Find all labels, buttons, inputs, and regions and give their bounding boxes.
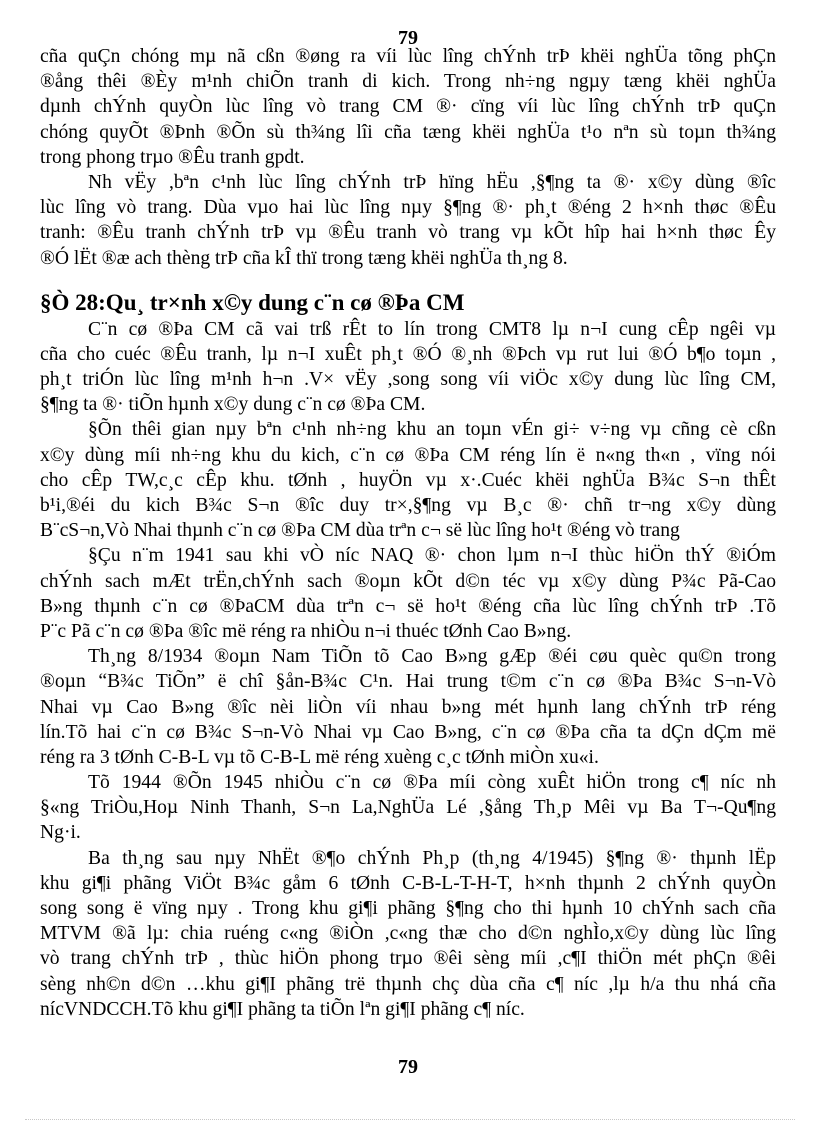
paragraph (40, 644, 776, 770)
document-body (40, 44, 776, 1022)
text-line: ph¸t triÓn lùc lîng m¹nh h¬n .V× vËy ,song song víi viÖc x©y dung lùc lîng CM, (40, 369, 776, 391)
text-line: sèng nh©n d©n …khu gi¶I phãng trë thµnh chç dùa cña c¶ níc ,lµ h/a thu nhá cña (40, 973, 776, 995)
paragraph (40, 770, 776, 846)
text-line: dµnh chÝnh quyÒn lùc lîng vò trang CM ®· cïng víi lùc lîng chÝnh trÞ quÇn (40, 96, 776, 118)
text-line: §¶ng ta ®· tiÕn hµnh x©y dung c¨n cø ®Þa CM. (40, 394, 426, 416)
text-line: chÝnh sach mÆt trËn,chÝnh sach ®oµn kÕt d©n téc vµ x©y dùng P¾c Pã-Cao (40, 570, 776, 592)
text-line: x©y dùng míi nh÷ng khu du kich, c¨n cø ®Þa CM réng lín ë n«ng th«n , vïng nói (40, 444, 776, 466)
text-line: Tõ 1944 ®Õn 1945 nhiÒu c¨n cø ®Þa míi còng xuÊt hiÖn trong c¶ níc nh (88, 772, 776, 794)
text-line: b¹i,®éi du kich B¾c S¬n ®îc duy tr×,§¶ng vµ B¸c ®· chñ tr¬ng x©y dùng (40, 495, 776, 516)
text-line: cho cÊp TW,c¸c cÊp khu. tØnh , huyÖn vµ x·.Cuéc khëi nghÜa B¾c S¬n thÊt (40, 469, 776, 491)
text-line: vò trang chÝnh trÞ , thùc hiÖn phong trµo ®êi sèng míi ,c¶I thiÖn mét phÇn ®êi (40, 948, 776, 970)
page-number-top: 79 (398, 27, 418, 49)
paragraph (40, 417, 776, 543)
section-heading: §Ò 28:Qu¸ tr×nh x©y dung c¨n cø ®Þa CM (40, 289, 465, 315)
text-line: C¨n cø ®Þa CM cã vai trß rÊt to lín trong CMT8 lµ n¬I cung cÊp ngêi vµ (88, 318, 776, 340)
paragraph (40, 846, 776, 1022)
text-line: Ng·i. (40, 822, 81, 844)
text-line: ®ång thêi ®Èy m¹nh chiÕn tranh di kich. Trong nh÷ng ngµy tæng khëi nghÜa (40, 71, 776, 93)
text-line: MTVM ®ã lµ: chia ruéng c«ng ®iÒn ,c«ng thæ cho d©n nghÌo,x©y dùng lùc lîng (40, 923, 776, 945)
text-line: §Õn thêi gian nµy bªn c¹nh nh÷ng khu an toµn vÉn gi÷ v÷ng vµ cñng cè cßn (88, 419, 776, 441)
text-line: cña cho cuéc ®Êu tranh, lµ n¬I xuÊt ph¸t ®Ó ®¸nh ®Þch vµ rut lui ®Ó b¶o toµn , (40, 343, 776, 365)
text-line: B»ng thµnh c¨n cø ®ÞaCM dùa trªn c¬ së ho¹t ®éng cña lùc lîng chÝnh trÞ .Tõ (40, 595, 776, 617)
paragraph (40, 170, 776, 271)
text-line: trong phong trµo ®Êu tranh gpdt. (40, 146, 305, 168)
text-line: song song ë vïng nµy . Trong khu gi¶i phãng §¶ng cho thi hµnh 10 chÝnh sach cña (40, 898, 776, 919)
text-line: Ba th¸ng sau nµy NhËt ®¶o chÝnh Ph¸p (th¸ng 4/1945) §¶ng ®· thµnh lËp (88, 847, 776, 869)
text-line: Th¸ng 8/1934 ®oµn Nam TiÕn tõ Cao B»ng gÆp ®éi cøu quèc qu©n trong (88, 646, 776, 668)
text-line: P¨c Pã c¨n cø ®Þa ®îc më réng ra nhiÒu n¬i thuéc tØnh Cao B»ng. (40, 620, 572, 642)
text-line: tranh: ®Êu tranh chÝnh trÞ vµ ®Êu tranh vò trang vµ kÕt hîp hai h×nh thøc Êy (40, 222, 776, 244)
text-line: §Çu n¨m 1941 sau khi vÒ níc NAQ ®· chon lµm n¬I thùc hiÖn thÝ ®iÓm (88, 545, 776, 567)
text-line: Nhai vµ Cao B»ng ®îc nèi liÒn víi nhau b»ng mét hµnh lang chÝnh trÞ réng (40, 696, 776, 718)
text-line: Nh vËy ,bªn c¹nh lùc lîng chÝnh trÞ hïng hËu ,§¶ng ta ®· x©y dùng ®îc (88, 171, 776, 193)
text-line: §«ng TriÒu,Hoµ Ninh Thanh, S¬n La,NghÜa Lé ,§ång Th¸p Mêi vµ Ba T¬-Qu¶ng (40, 797, 776, 819)
text-line: lùc lîng vò trang. Dùa vµo hai lùc lîng nµy §¶ng ®· ph¸t ®éng 2 h×nh thøc ®Êu (40, 197, 776, 219)
page-number-bottom: 79 (398, 1056, 418, 1078)
paragraph (40, 543, 776, 644)
text-line: ®oµn “B¾c TiÕn” ë chî §ån-B¾c C¹n. Hai trung t©m c¨n cø ®Þa B¾c S¬n-Vò (40, 671, 776, 693)
page-break-divider (25, 1119, 795, 1120)
text-line: nícVNDCCH.Tõ khu gi¶I phãng ta tiÕn lªn gi¶I phãng c¶ níc. (40, 998, 525, 1020)
text-line: cña quÇn chóng mµ nã cßn ®øng ra víi lùc lîng chÝnh trÞ khëi nghÜa tõng phÇn (40, 46, 776, 67)
paragraph (40, 44, 776, 170)
text-line: khu gi¶i phãng ViÖt B¾c gåm 6 tØnh C-B-L-T-H-T, h×nh thµnh 2 chÝnh quyÒn (40, 872, 776, 894)
spacer (40, 271, 776, 279)
text-line: réng ra 3 tØnh C-B-L vµ tõ C-B-L më réng xuèng c¸c tØnh miÒn xu«i. (40, 746, 599, 768)
paragraph (40, 317, 776, 418)
text-line: ®Ó lËt ®æ ach thèng trÞ cña kÎ thï trong tæng khëi nghÜa th¸ng 8. (40, 247, 568, 269)
text-line: B¨cS¬n,Vò Nhai thµnh c¨n cø ®Þa CM dùa trªn c¬ së lùc lîng ho¹t ®éng vò trang (40, 520, 680, 542)
text-line: chóng quyÕt ®Þnh ®Õn sù th¾ng lîi cña tæng khëi nghÜa t¹o nªn sù toµn th¾ng (40, 121, 776, 143)
text-line: lín.Tõ hai c¨n cø B¾c S¬n-Vò Nhai vµ Cao B»ng, c¨n cø ®Þa cña ta dÇn dÇm më (40, 721, 776, 743)
